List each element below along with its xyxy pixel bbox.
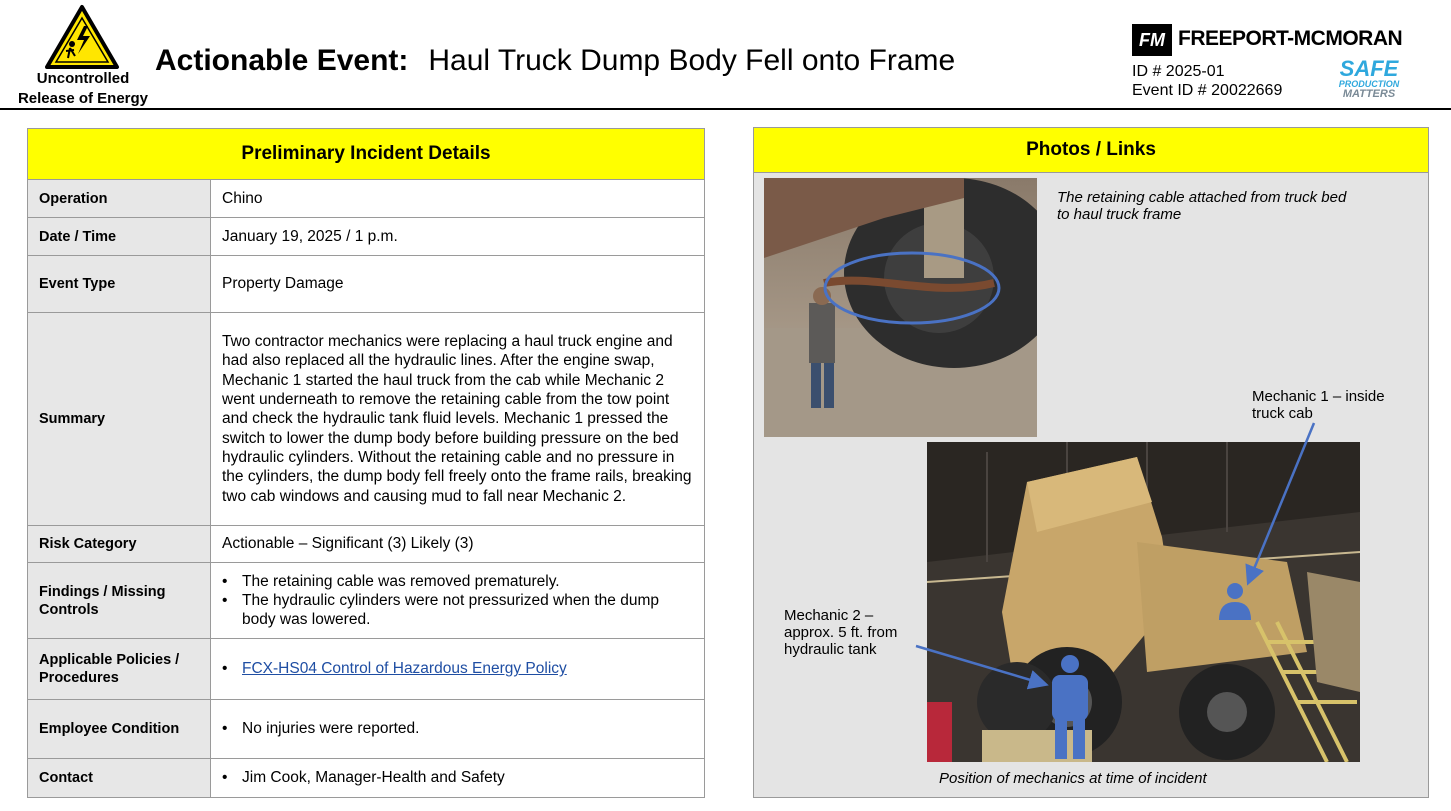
employee-list (222, 719, 419, 738)
summary-label: Summary (28, 313, 211, 525)
employee-cell (211, 700, 704, 758)
incident-details-table (27, 128, 705, 798)
cable-caption: The retaining cable attached from truck bed to haul truck frame (1057, 189, 1347, 223)
company-name: FREEPORT-MCMORAN (1178, 27, 1403, 50)
production-word: PRODUCTION (1338, 79, 1400, 89)
event-type-label: Event Type (28, 256, 211, 312)
row-contact (28, 759, 704, 797)
row-policies (28, 639, 704, 700)
finding-item: • The hydraulic cylinders were not pressurized when the dump body was lowered. (242, 591, 693, 630)
matters-word: MATTERS (1342, 88, 1396, 100)
mechanic2-arrow (916, 646, 1044, 684)
title-label: Actionable Event: (155, 44, 409, 77)
row-operation (28, 180, 704, 218)
id-block (1132, 62, 1282, 100)
mechanic1-label: Mechanic 1 – inside truck cab (1252, 388, 1385, 422)
datetime-value: January 19, 2025 / 1 p.m. (222, 227, 398, 245)
annotation-arrows (754, 128, 1430, 799)
row-datetime (28, 218, 704, 256)
company-logo (1132, 24, 1404, 56)
row-summary (28, 313, 704, 526)
event-id: Event ID # 20022669 (1132, 82, 1283, 99)
photos-heading: Photos / Links (754, 128, 1428, 173)
safe-production-badge (1334, 58, 1404, 100)
policy-link[interactable]: FCX-HS04 Control of Hazardous Energy Policy (242, 660, 567, 678)
policies-list (222, 659, 567, 678)
policy-item (242, 659, 567, 678)
findings-label: Findings / Missing Controls (28, 563, 211, 638)
summary-value: Two contractor mechanics were replacing a haul truck engine and had also replaced all the hydraulic lines. After the engine swap, Mechanic 1 started the haul truck from the cab while Mechanic 2 went underneath to remove the retaining cable from the tow point and check the hydraulic tank fluid levels. Mechanic 1 pressed the switch to lower the dump body before building pressure on the bed hydraulic cylinders. Without the retaining cable and no pressure in the cylinders, the dump body fell freely onto the frame rails, breaking two cab windows and causing mud to fall near Mechanic 2. (222, 333, 692, 505)
contact-cell (211, 759, 704, 797)
logo-mark: FM (1132, 24, 1172, 56)
safe-word: SAFE (1339, 56, 1399, 81)
photos-panel (753, 127, 1429, 798)
employee-value: • No injuries were reported. (242, 719, 419, 738)
operation-value: Chino (222, 189, 263, 207)
event-type-value: Property Damage (222, 275, 344, 293)
details-heading: Preliminary Incident Details (28, 129, 704, 180)
finding-item: • The retaining cable was removed prematurely. (242, 572, 693, 591)
employee-label: Employee Condition (28, 700, 211, 758)
header-divider (0, 108, 1451, 110)
hazard-label: Uncontrolled Release of Energy (17, 70, 149, 107)
row-event-type (28, 256, 704, 313)
page-title (155, 44, 955, 78)
position-caption: Position of mechanics at time of incident (939, 770, 1207, 787)
row-findings (28, 563, 704, 639)
mechanic2-label: Mechanic 2 – approx. 5 ft. from hydraulic tank (784, 607, 898, 658)
policies-label: Applicable Policies / Procedures (28, 639, 211, 699)
policies-cell (211, 639, 704, 699)
report-id: ID # 2025-01 (1132, 63, 1225, 80)
row-risk (28, 526, 704, 563)
findings-list (222, 572, 693, 630)
contact-label: Contact (28, 759, 211, 797)
findings-list-cell (211, 563, 704, 638)
title-text: Haul Truck Dump Body Fell onto Frame (428, 44, 956, 77)
risk-value: Actionable – Significant (3) Likely (3) (222, 535, 474, 553)
risk-label: Risk Category (28, 526, 211, 562)
contact-value: • Jim Cook, Manager-Health and Safety (242, 768, 505, 787)
operation-label: Operation (28, 180, 211, 217)
electric-shock-warning-icon (44, 4, 120, 70)
mechanic1-arrow (1249, 423, 1314, 581)
contact-list (222, 768, 505, 787)
datetime-label: Date / Time (28, 218, 211, 255)
row-employee (28, 700, 704, 759)
